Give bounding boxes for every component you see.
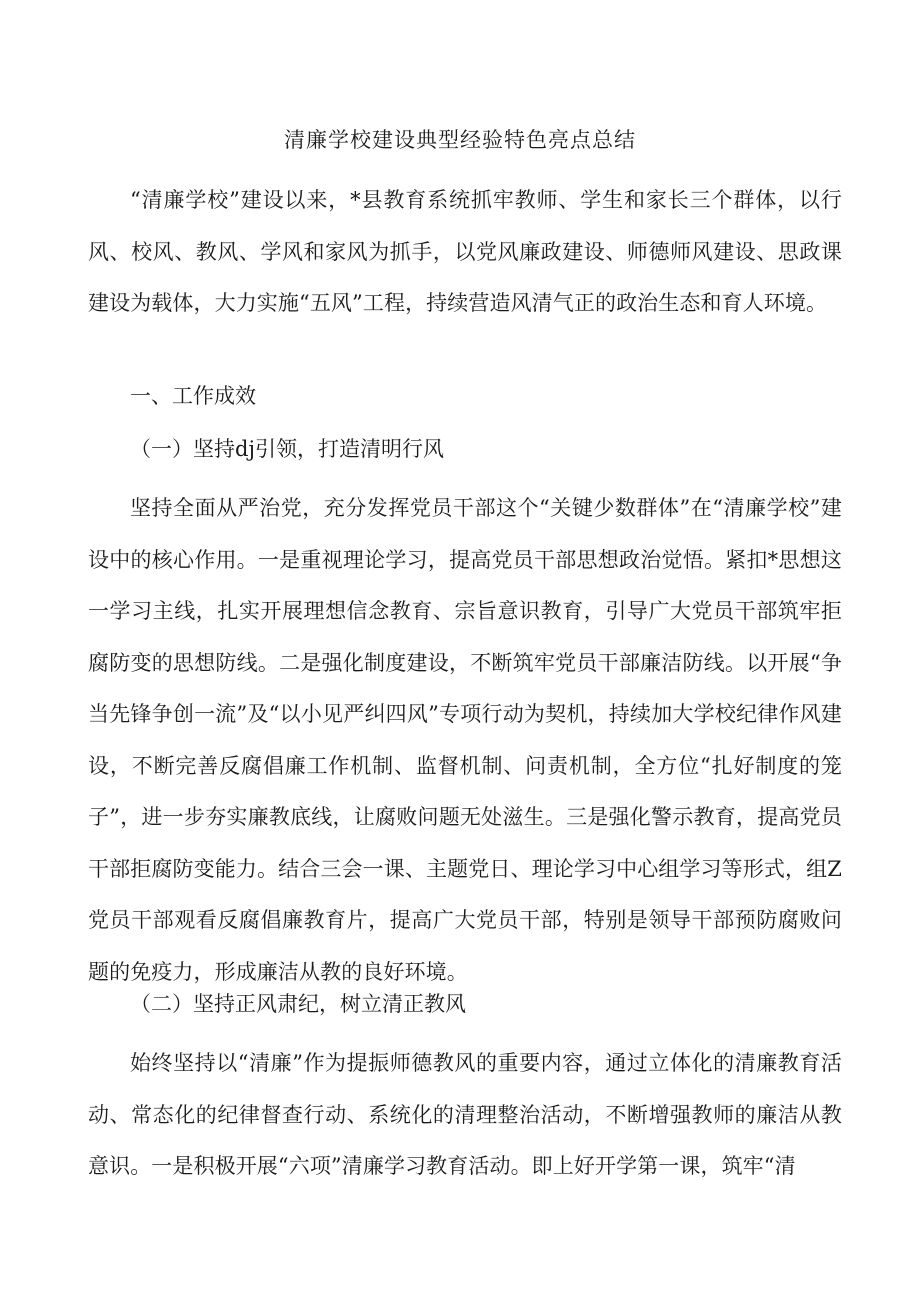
subsection-paragraph-2: 始终坚持以“清廉”作为提振师德教风的重要内容，通过立体化的清廉教育活动、常态化的纪律督查行动、系统化的清理整治活动，不断增强教师的廉洁从教意识。一是积极开展“六项”清廉学习教育活动。即上好开学第一课，筑牢“清 [88,1051,842,1178]
section-heading: 一、工作成效 [130,384,256,408]
subsection-paragraph-1: 坚持全面从严治党，充分发挥党员干部这个“关键少数群体”在“清廉学校”建设中的核心作用。一是重视理论学习，提高党员干部思想政治觉悟。紧扣*思想这一学习主线，扎实开展理想信念教育、宗旨意识教育，引导广大党员干部筑牢拒腐防变的思想防线。二是强化制度建设，不断筑牢党员干部廉洁防线。以开展“争当先锋争创一流”及“以小见严纠四风”专项行动为契机，持续加大学校纪律作风建设，不断完善反腐倡廉工作机制、监督机制、问责机制，全方位“扎好制度的笼子”，进一步夯实廉教底线，让腐败问题无处滋生。三是强化警示教育，提高党员干部拒腐防变能力。结合三会一课、主题党日、理论学习中心组学习等形式，组Z党员干部观看反腐倡廉教育片，提高广大党员干部，特别是领导干部预防腐败问题的免疫力，形成廉洁从教的良好环境。 [88,496,842,984]
subsection-heading-2: （二）坚持正风肃纪，树立清正教风 [130,992,466,1016]
subsection-heading-1: （一）坚持dj引领，打造清明行风 [130,437,444,461]
intro-paragraph: “清廉学校”建设以来，*县教育系统抓牢教师、学生和家长三个群体，以行风、校风、教风、学风和家风为抓手，以党风廉政建设、师德师风建设、思政课建设为载体，大力实施“五风”工程，持续营造风清气正的政治生态和育人环境。 [88,188,842,315]
document-title: 清廉学校建设典型经验特色亮点总结 [284,128,636,152]
